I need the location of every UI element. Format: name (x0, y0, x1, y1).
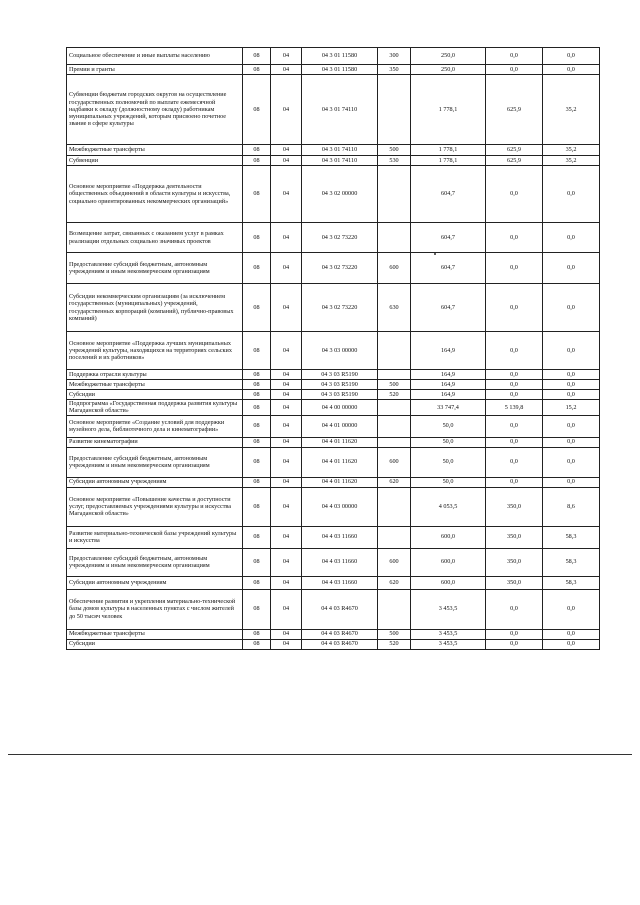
cell-name: Подпрограмма «Государственная поддержка развития культуры Магаданской области» (67, 400, 243, 416)
cell-name: Предоставление субсидий бюджетным, автономным учреждениям и иным некоммерческим организациям (67, 253, 243, 284)
cell-expense-type (378, 332, 411, 370)
cell-name: Субсидии автономным учреждениям (67, 477, 243, 487)
cell-section: 08 (243, 487, 271, 526)
cell-expense-type (378, 589, 411, 629)
cell-percent: 0,0 (543, 223, 600, 253)
cell-section: 08 (243, 526, 271, 548)
cell-subsection: 04 (271, 145, 302, 156)
cell-planned-amount: 600,0 (411, 576, 486, 589)
cell-planned-amount: 600,0 (411, 548, 486, 576)
cell-subsection: 04 (271, 48, 302, 65)
cell-target-code: 04 4 01 11620 (302, 447, 378, 477)
cell-section: 08 (243, 380, 271, 390)
table-row (67, 548, 600, 576)
cell-name: Развитие кинематографии (67, 437, 243, 447)
cell-section: 08 (243, 156, 271, 166)
cell-expense-type: 630 (378, 284, 411, 332)
cell-target-code: 04 4 01 00000 (302, 415, 378, 437)
table-row (67, 253, 600, 284)
cell-percent: 0,0 (543, 253, 600, 284)
cell-percent: 15,2 (543, 400, 600, 416)
table-row (67, 65, 600, 75)
cell-target-code: 04 4 00 00000 (302, 400, 378, 416)
cell-name: Предоставление субсидий бюджетным, автономным учреждениям и иным некоммерческим организациям (67, 447, 243, 477)
cell-percent: 0,0 (543, 415, 600, 437)
cell-name: Возмещение затрат, связанных с оказанием услуг в рамках реализации отдельных социально значимых проектов (67, 223, 243, 253)
cell-percent: 35,2 (543, 156, 600, 166)
cell-subsection: 04 (271, 223, 302, 253)
cell-planned-amount: 3 453,5 (411, 589, 486, 629)
cell-section: 08 (243, 65, 271, 75)
cell-section: 08 (243, 370, 271, 380)
cell-planned-amount: 1 778,1 (411, 145, 486, 156)
cell-subsection: 04 (271, 390, 302, 400)
cell-expense-type (378, 370, 411, 380)
cell-percent: 0,0 (543, 447, 600, 477)
cell-name: Межбюджетные трансферты (67, 380, 243, 390)
cell-name: Субсидии некоммерческим организациям (за исключением государственных (муниципальных) учреждений, государственных корпораций (компаний), публично-правовых компаний) (67, 284, 243, 332)
cell-section: 08 (243, 548, 271, 576)
cell-planned-amount: 164,9 (411, 370, 486, 380)
cell-section: 08 (243, 145, 271, 156)
cell-target-code: 04 4 03 00000 (302, 487, 378, 526)
cell-expense-type (378, 223, 411, 253)
cell-target-code: 04 4 03 R4670 (302, 589, 378, 629)
table-row (67, 370, 600, 380)
table-row (67, 145, 600, 156)
cell-percent: 35,2 (543, 75, 600, 145)
table-row (67, 629, 600, 639)
cell-planned-amount: 604,7 (411, 166, 486, 223)
cell-section: 08 (243, 447, 271, 477)
cell-subsection: 04 (271, 487, 302, 526)
cell-target-code: 04 4 01 11620 (302, 477, 378, 487)
cell-executed-amount: 0,0 (486, 629, 543, 639)
cell-executed-amount: 625,9 (486, 75, 543, 145)
cell-name: Социальное обеспечение и иные выплаты населению (67, 48, 243, 65)
cell-target-code: 04 3 01 74110 (302, 75, 378, 145)
cell-target-code: 04 3 01 11580 (302, 65, 378, 75)
cell-expense-type: 500 (378, 380, 411, 390)
cell-target-code: 04 4 03 11660 (302, 526, 378, 548)
cell-expense-type: 350 (378, 65, 411, 75)
cell-subsection: 04 (271, 548, 302, 576)
cell-percent: 58,3 (543, 576, 600, 589)
cell-percent: 0,0 (543, 629, 600, 639)
cell-expense-type (378, 437, 411, 447)
cell-name: Премии и гранты (67, 65, 243, 75)
cell-name: Субвенции бюджетам городских округов на осуществление государственных полномочий по выплате ежемесячной надбавки к окладу (должностному окладу) работникам муниципальных учреждений, которым присвоено почетное звание в сфере культуры (67, 75, 243, 145)
cell-target-code: 04 4 03 11660 (302, 576, 378, 589)
cell-target-code: 04 4 03 11660 (302, 548, 378, 576)
cell-subsection: 04 (271, 166, 302, 223)
cell-expense-type: 620 (378, 576, 411, 589)
cell-subsection: 04 (271, 639, 302, 649)
cell-percent: 0,0 (543, 370, 600, 380)
cell-percent: 0,0 (543, 284, 600, 332)
table-row (67, 156, 600, 166)
cell-subsection: 04 (271, 526, 302, 548)
cell-name: Основное мероприятие «Поддержка деятельности общественных объединений в области культуры и искусства, социально ориентированных некоммерческих организаций» (67, 166, 243, 223)
cell-name: Поддержка отрасли культуры (67, 370, 243, 380)
cell-executed-amount: 0,0 (486, 284, 543, 332)
cell-expense-type: 530 (378, 156, 411, 166)
cell-expense-type: 600 (378, 253, 411, 284)
cell-name: Межбюджетные трансферты (67, 145, 243, 156)
cell-planned-amount: 3 453,5 (411, 639, 486, 649)
cell-subsection: 04 (271, 437, 302, 447)
cell-planned-amount: 250,0 (411, 65, 486, 75)
cell-executed-amount: 0,0 (486, 253, 543, 284)
cell-subsection: 04 (271, 400, 302, 416)
cell-name: Субвенции (67, 156, 243, 166)
cell-subsection: 04 (271, 253, 302, 284)
cell-target-code: 04 3 02 73220 (302, 253, 378, 284)
cell-executed-amount: 0,0 (486, 223, 543, 253)
cell-planned-amount: 604,7 (411, 223, 486, 253)
cell-percent: 8,6 (543, 487, 600, 526)
cell-name: Основное мероприятие «Повышение качества и доступности услуг, предоставляемых учреждениями культуры и искусства Магаданской области» (67, 487, 243, 526)
cell-percent: 58,3 (543, 526, 600, 548)
cell-name: Субсидии автономным учреждениям (67, 576, 243, 589)
cell-subsection: 04 (271, 477, 302, 487)
cell-expense-type: 520 (378, 639, 411, 649)
cell-section: 08 (243, 477, 271, 487)
cell-target-code: 04 3 01 74110 (302, 156, 378, 166)
cell-planned-amount: 1 778,1 (411, 75, 486, 145)
cell-subsection: 04 (271, 332, 302, 370)
cell-target-code: 04 3 01 11580 (302, 48, 378, 65)
cell-executed-amount: 625,9 (486, 156, 543, 166)
table-row (67, 75, 600, 145)
cell-percent: 0,0 (543, 166, 600, 223)
table-row (67, 437, 600, 447)
table-row (67, 589, 600, 629)
table-row (67, 477, 600, 487)
cell-planned-amount: 1 778,1 (411, 156, 486, 166)
page-divider (8, 754, 632, 755)
cell-executed-amount: 0,0 (486, 332, 543, 370)
cell-section: 08 (243, 166, 271, 223)
cell-planned-amount: 50,0 (411, 447, 486, 477)
table-row (67, 487, 600, 526)
cell-name: Основное мероприятие «Создание условий для поддержки музейного дела, библиотечного дела и кинематографии» (67, 415, 243, 437)
cell-executed-amount: 0,0 (486, 639, 543, 649)
cell-name: Основное мероприятие «Поддержка лучших муниципальных учреждений культуры, находящихся на территориях сельских поселений и их работников» (67, 332, 243, 370)
table-row (67, 223, 600, 253)
cell-section: 08 (243, 639, 271, 649)
cell-percent: 35,2 (543, 145, 600, 156)
cell-target-code: 04 3 03 00000 (302, 332, 378, 370)
cell-name: Предоставление субсидий бюджетным, автономным учреждениям и иным некоммерческим организациям (67, 548, 243, 576)
cell-name: Обеспечение развития и укрепления материально-технической базы домов культуры в населенных пунктах с числом жителей до 50 тысяч человек (67, 589, 243, 629)
table-row (67, 284, 600, 332)
table-row (67, 400, 600, 416)
cell-expense-type (378, 487, 411, 526)
cell-executed-amount: 0,0 (486, 166, 543, 223)
cell-percent: 0,0 (543, 477, 600, 487)
cell-planned-amount: 50,0 (411, 437, 486, 447)
cell-subsection: 04 (271, 65, 302, 75)
cell-percent: 0,0 (543, 65, 600, 75)
cell-executed-amount: 0,0 (486, 437, 543, 447)
cell-planned-amount: 250,0 (411, 48, 486, 65)
cell-section: 08 (243, 415, 271, 437)
cell-executed-amount: 0,0 (486, 48, 543, 65)
cell-executed-amount: 0,0 (486, 390, 543, 400)
cell-percent: 58,3 (543, 548, 600, 576)
cell-subsection: 04 (271, 589, 302, 629)
cell-subsection: 04 (271, 629, 302, 639)
cell-executed-amount: 0,0 (486, 370, 543, 380)
cell-section: 08 (243, 400, 271, 416)
cell-name: Развитие материально-технической базы учреждений культуры и искусства (67, 526, 243, 548)
table-row (67, 332, 600, 370)
cell-expense-type (378, 526, 411, 548)
cell-planned-amount: 50,0 (411, 477, 486, 487)
cell-executed-amount: 350,0 (486, 487, 543, 526)
cell-planned-amount: 600,0 (411, 526, 486, 548)
cell-planned-amount: 33 747,4 (411, 400, 486, 416)
cell-subsection: 04 (271, 284, 302, 332)
cell-section: 08 (243, 390, 271, 400)
cell-target-code: 04 3 03 R5190 (302, 390, 378, 400)
cell-expense-type (378, 400, 411, 416)
cell-expense-type: 620 (378, 477, 411, 487)
table-row (67, 576, 600, 589)
cell-executed-amount: 350,0 (486, 526, 543, 548)
cell-planned-amount: 50,0 (411, 415, 486, 437)
cell-executed-amount: 0,0 (486, 65, 543, 75)
cell-percent: 0,0 (543, 332, 600, 370)
scan-artifact (434, 253, 436, 255)
cell-section: 08 (243, 589, 271, 629)
cell-executed-amount: 0,0 (486, 447, 543, 477)
cell-expense-type: 500 (378, 629, 411, 639)
cell-target-code: 04 4 03 R4670 (302, 639, 378, 649)
cell-executed-amount: 625,9 (486, 145, 543, 156)
cell-percent: 0,0 (543, 48, 600, 65)
cell-section: 08 (243, 284, 271, 332)
cell-expense-type (378, 166, 411, 223)
cell-name: Субсидии (67, 639, 243, 649)
cell-target-code: 04 3 02 00000 (302, 166, 378, 223)
cell-target-code: 04 3 02 73220 (302, 223, 378, 253)
table-row (67, 390, 600, 400)
cell-planned-amount: 604,7 (411, 284, 486, 332)
cell-planned-amount: 604,7 (411, 253, 486, 284)
table-row (67, 639, 600, 649)
cell-subsection: 04 (271, 576, 302, 589)
cell-section: 08 (243, 576, 271, 589)
cell-executed-amount: 0,0 (486, 415, 543, 437)
cell-expense-type: 600 (378, 447, 411, 477)
cell-target-code: 04 3 03 R5190 (302, 380, 378, 390)
cell-executed-amount: 0,0 (486, 589, 543, 629)
cell-section: 08 (243, 223, 271, 253)
cell-executed-amount: 0,0 (486, 380, 543, 390)
cell-subsection: 04 (271, 415, 302, 437)
cell-section: 08 (243, 253, 271, 284)
cell-name: Межбюджетные трансферты (67, 629, 243, 639)
cell-planned-amount: 164,9 (411, 332, 486, 370)
cell-section: 08 (243, 75, 271, 145)
cell-section: 08 (243, 332, 271, 370)
cell-section: 08 (243, 629, 271, 639)
table-row (67, 447, 600, 477)
cell-planned-amount: 3 453,5 (411, 629, 486, 639)
cell-executed-amount: 0,0 (486, 477, 543, 487)
cell-percent: 0,0 (543, 380, 600, 390)
cell-planned-amount: 164,9 (411, 380, 486, 390)
cell-name: Субсидии (67, 390, 243, 400)
cell-percent: 0,0 (543, 437, 600, 447)
cell-subsection: 04 (271, 75, 302, 145)
table-row (67, 380, 600, 390)
cell-expense-type (378, 415, 411, 437)
cell-planned-amount: 164,9 (411, 390, 486, 400)
cell-executed-amount: 350,0 (486, 576, 543, 589)
cell-target-code: 04 4 03 R4670 (302, 629, 378, 639)
cell-planned-amount: 4 053,5 (411, 487, 486, 526)
cell-expense-type: 520 (378, 390, 411, 400)
cell-expense-type: 600 (378, 548, 411, 576)
cell-expense-type: 500 (378, 145, 411, 156)
budget-table (66, 47, 600, 650)
cell-section: 08 (243, 48, 271, 65)
cell-subsection: 04 (271, 370, 302, 380)
cell-subsection: 04 (271, 156, 302, 166)
cell-percent: 0,0 (543, 390, 600, 400)
cell-subsection: 04 (271, 447, 302, 477)
cell-executed-amount: 350,0 (486, 548, 543, 576)
table-row (67, 415, 600, 437)
table-row (67, 526, 600, 548)
cell-percent: 0,0 (543, 639, 600, 649)
cell-target-code: 04 3 02 73220 (302, 284, 378, 332)
cell-expense-type: 300 (378, 48, 411, 65)
cell-executed-amount: 5 139,8 (486, 400, 543, 416)
cell-target-code: 04 3 03 R5190 (302, 370, 378, 380)
cell-section: 08 (243, 437, 271, 447)
cell-target-code: 04 4 01 11620 (302, 437, 378, 447)
table-row (67, 166, 600, 223)
cell-target-code: 04 3 01 74110 (302, 145, 378, 156)
cell-expense-type (378, 75, 411, 145)
cell-subsection: 04 (271, 380, 302, 390)
cell-percent: 0,0 (543, 589, 600, 629)
table-row (67, 48, 600, 65)
